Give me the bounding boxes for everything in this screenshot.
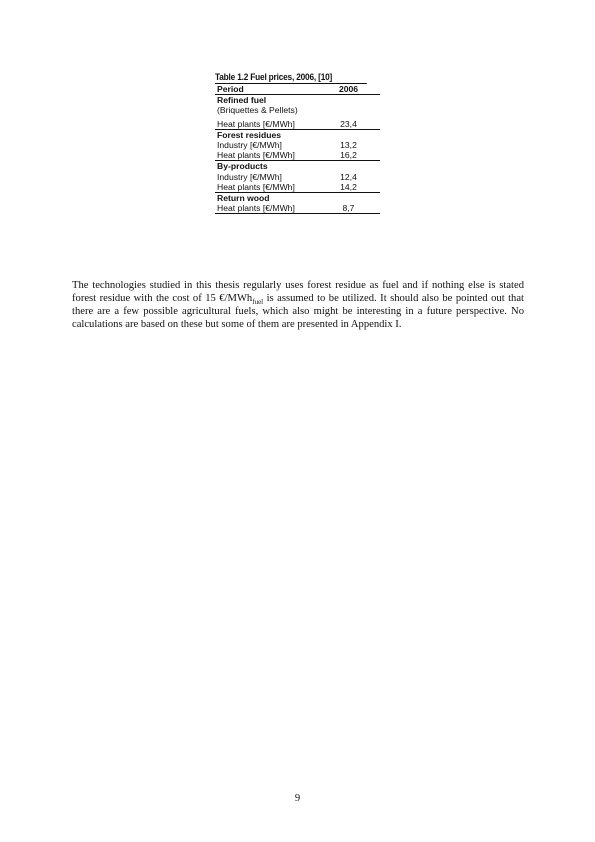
table-row bbox=[215, 150, 380, 161]
paragraph-text-end: is assumed to be utilized. It should also be pointed out that there are a few possible agricultural fuels, which also might be interesting in a future perspective. No calculations are based on these but some of them are presented in Appendix I. bbox=[72, 292, 524, 330]
table-row bbox=[215, 182, 380, 193]
body-paragraph bbox=[72, 279, 524, 331]
header-year: 2006 bbox=[317, 84, 380, 95]
group-row bbox=[215, 129, 380, 140]
row-value: 14,2 bbox=[340, 181, 357, 192]
group-name-forest-residues: Forest residues bbox=[215, 129, 380, 140]
row-label: Heat plants [€/MWh] bbox=[215, 203, 317, 214]
group-subtitle-refined-fuel: (Briquettes & Pellets) bbox=[217, 105, 298, 116]
row-value: 8,7 bbox=[317, 203, 380, 214]
row-label: Heat plants [€/MWh] bbox=[217, 118, 295, 129]
table-row bbox=[215, 140, 380, 150]
table-header-row bbox=[215, 84, 380, 95]
row-label: Heat plants [€/MWh] bbox=[217, 150, 295, 161]
paragraph-text-start: The technologies studied in this thesis regularly uses forest residue as fuel and if nothing else is stated forest residue with the cost of 15 €/MWh bbox=[72, 279, 524, 304]
row-label: Heat plants [€/MWh] bbox=[217, 181, 295, 192]
group-name-refined-fuel: Refined fuel bbox=[217, 95, 267, 106]
table-row bbox=[215, 116, 380, 130]
group-row bbox=[215, 193, 380, 204]
row-value: 13,2 bbox=[340, 140, 357, 151]
group-row bbox=[215, 161, 380, 172]
fuel-prices-table bbox=[215, 84, 380, 214]
fuel-prices-table-block bbox=[215, 72, 380, 214]
table-row bbox=[215, 203, 380, 214]
row-value: 12,4 bbox=[340, 171, 357, 182]
table-caption: Table 1.2 Fuel prices, 2006, [10] bbox=[215, 72, 367, 84]
row-label: Industry [€/MWh] bbox=[217, 140, 282, 151]
group-subtitle-row bbox=[215, 105, 380, 115]
paragraph-subscript: fuel bbox=[252, 297, 264, 306]
header-period: Period bbox=[215, 84, 317, 95]
group-row bbox=[215, 95, 380, 106]
row-value: 23,4 bbox=[340, 118, 357, 129]
table-row bbox=[215, 172, 380, 182]
row-label: Industry [€/MWh] bbox=[217, 171, 282, 182]
row-value: 16,2 bbox=[340, 150, 357, 161]
group-name-by-products: By-products bbox=[215, 161, 380, 172]
page-number: 9 bbox=[294, 793, 301, 804]
group-name-return-wood: Return wood bbox=[215, 193, 380, 204]
